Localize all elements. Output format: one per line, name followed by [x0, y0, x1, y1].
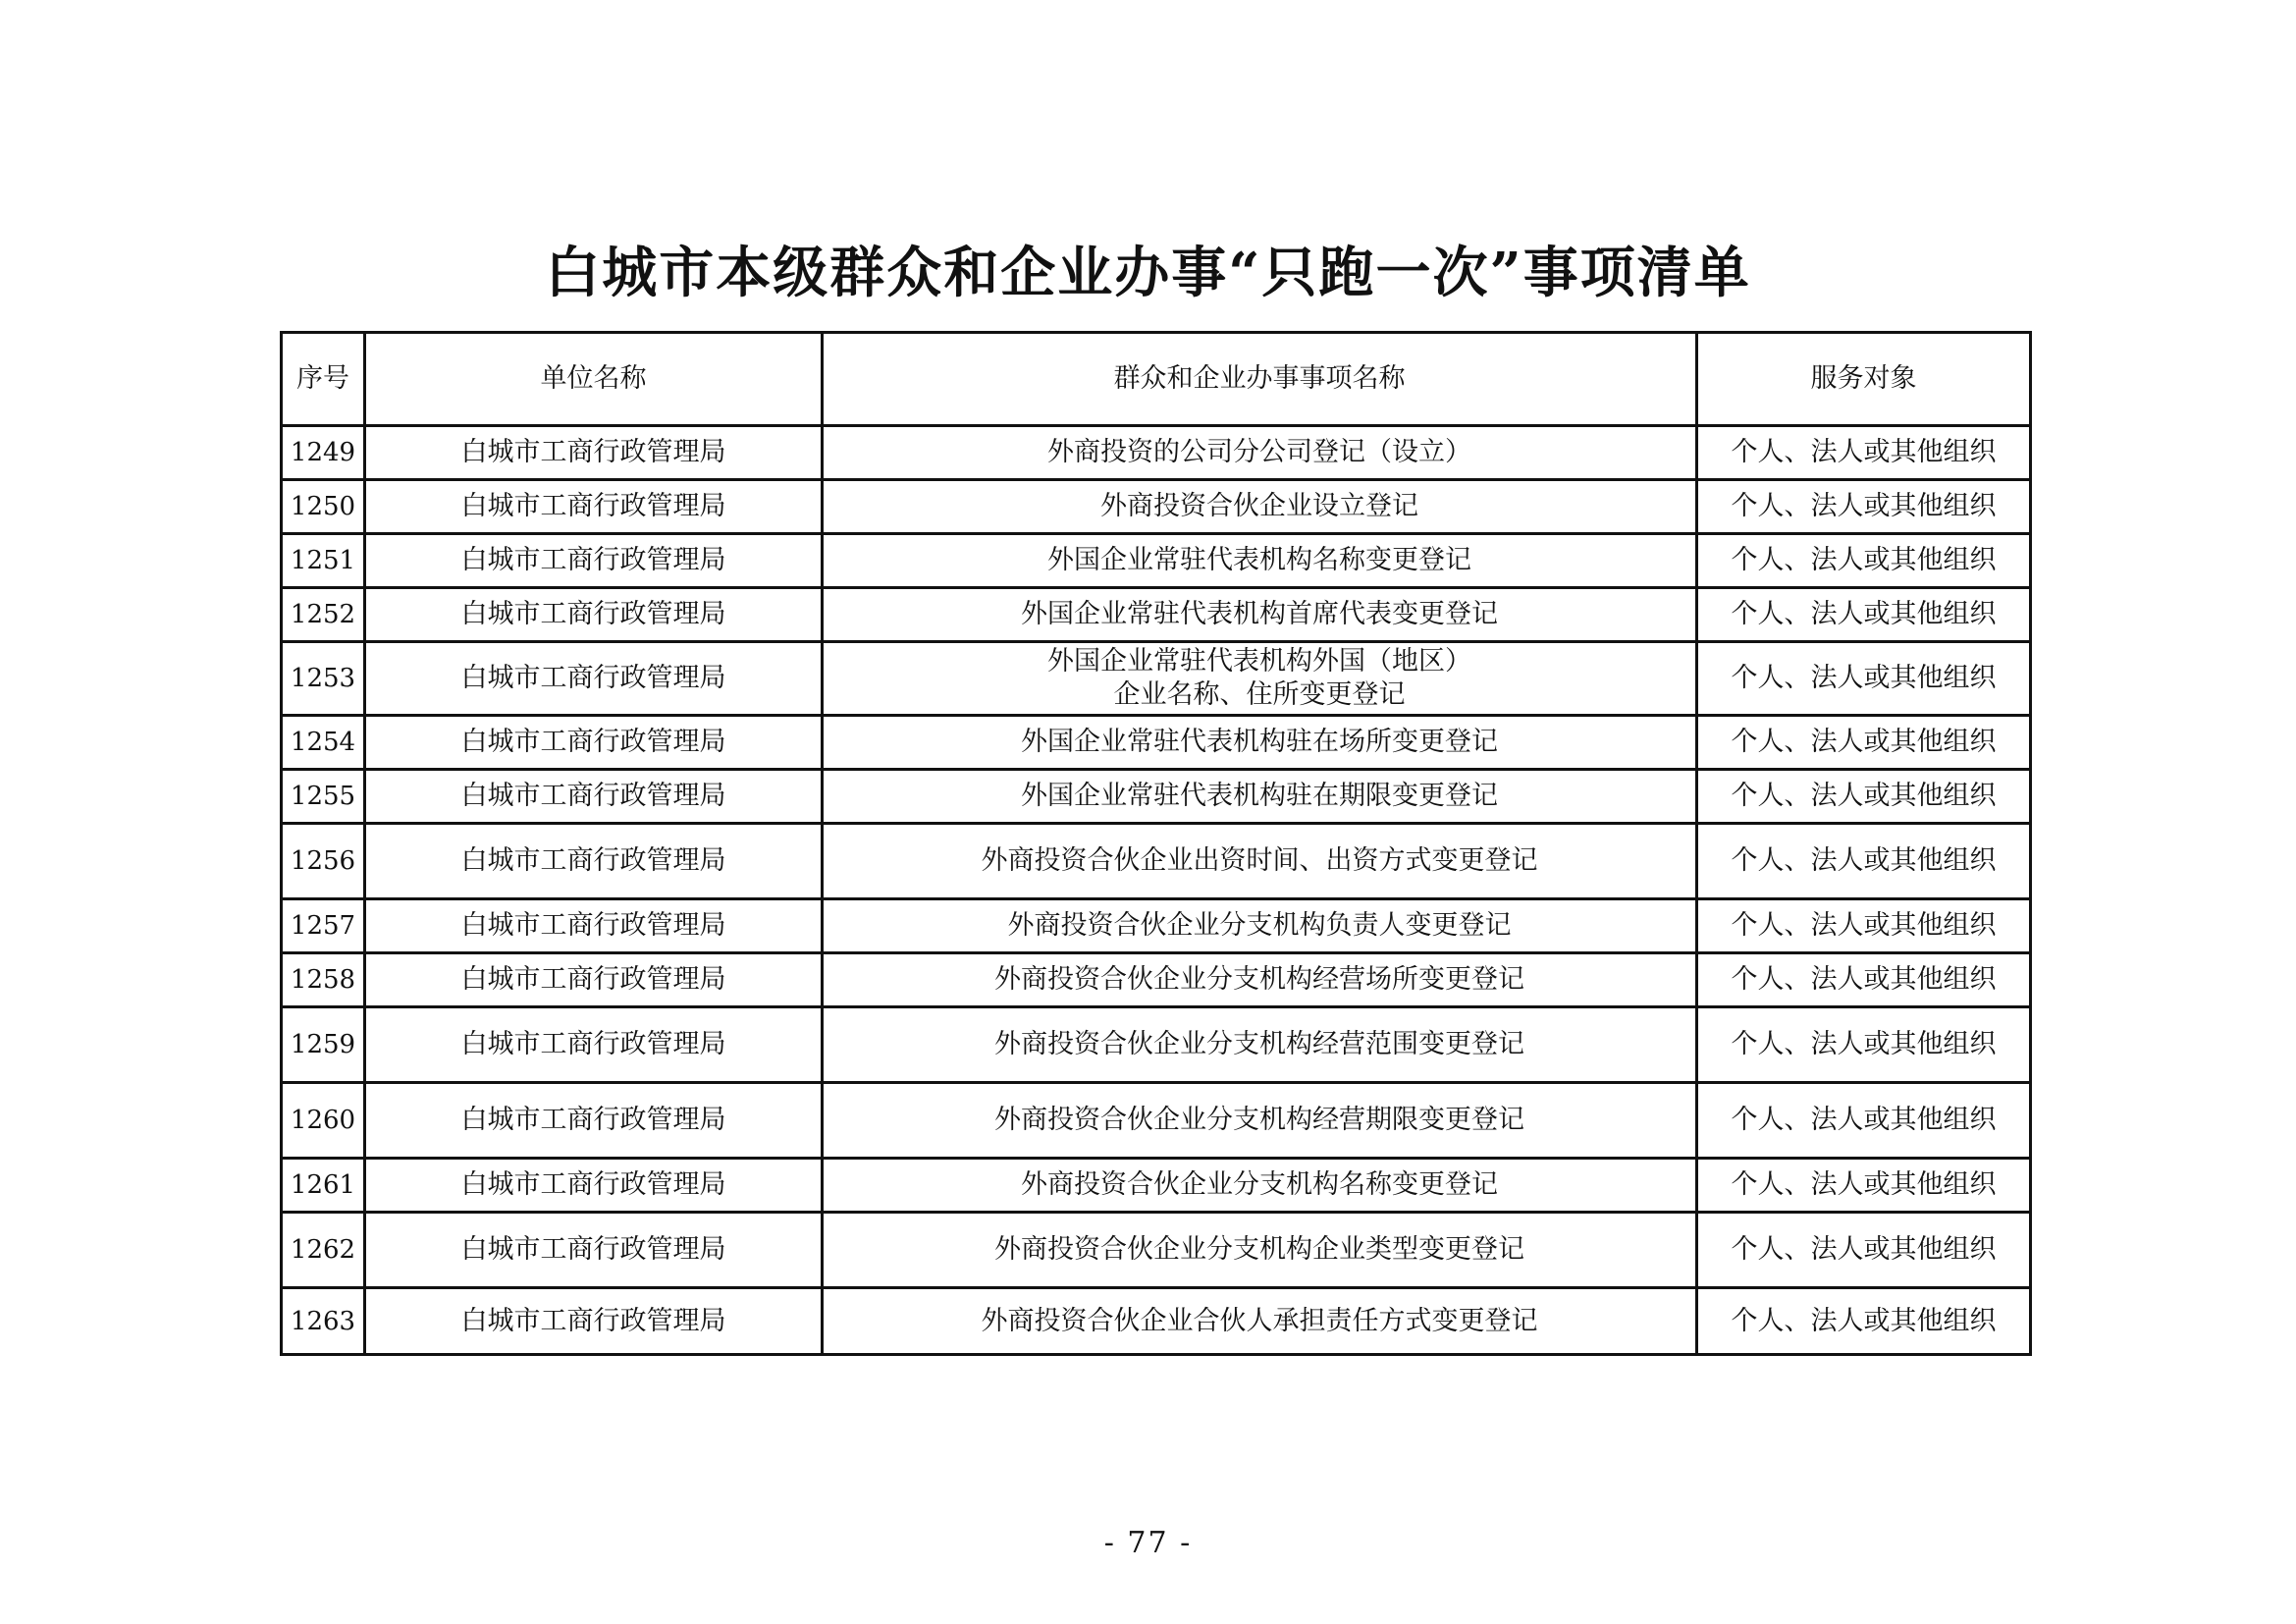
table-row: [282, 588, 2031, 642]
cell-unit: 白城市工商行政管理局: [365, 1213, 823, 1288]
table-row: [282, 426, 2031, 480]
table-row: [282, 1007, 2031, 1083]
cell-target: 个人、法人或其他组织: [1697, 534, 2031, 588]
cell-target: 个人、法人或其他组织: [1697, 1007, 2031, 1083]
header-seq: 序号: [282, 333, 365, 426]
table-row: [282, 642, 2031, 716]
cell-target: 个人、法人或其他组织: [1697, 1213, 2031, 1288]
cell-target: 个人、法人或其他组织: [1697, 953, 2031, 1007]
table-row: [282, 899, 2031, 953]
cell-item: 外商投资合伙企业分支机构负责人变更登记: [823, 899, 1697, 953]
cell-seq: 1253: [282, 642, 365, 716]
cell-item: 外商投资合伙企业出资时间、出资方式变更登记: [823, 824, 1697, 899]
cell-item: 外商投资的公司分公司登记（设立）: [823, 426, 1697, 480]
header-unit: 单位名称: [365, 333, 823, 426]
cell-target: 个人、法人或其他组织: [1697, 716, 2031, 770]
page-number: - 77 -: [1103, 1526, 1193, 1560]
cell-seq: 1263: [282, 1288, 365, 1355]
cell-item: 外商投资合伙企业分支机构经营场所变更登记: [823, 953, 1697, 1007]
cell-seq: 1252: [282, 588, 365, 642]
table-row: [282, 1213, 2031, 1288]
cell-target: 个人、法人或其他组织: [1697, 824, 2031, 899]
cell-item: 外商投资合伙企业分支机构经营范围变更登记: [823, 1007, 1697, 1083]
table-row: [282, 534, 2031, 588]
cell-unit: 白城市工商行政管理局: [365, 1288, 823, 1355]
cell-target: 个人、法人或其他组织: [1697, 899, 2031, 953]
cell-item-line: 外国企业常驻代表机构外国（地区）: [1047, 646, 1471, 677]
cell-item: [823, 642, 1697, 716]
header-item: 群众和企业办事事项名称: [823, 333, 1697, 426]
cell-item: 外商投资合伙企业设立登记: [823, 480, 1697, 534]
cell-unit: 白城市工商行政管理局: [365, 1159, 823, 1213]
cell-unit: 白城市工商行政管理局: [365, 534, 823, 588]
cell-seq: 1262: [282, 1213, 365, 1288]
cell-seq: 1254: [282, 716, 365, 770]
cell-seq: 1255: [282, 770, 365, 824]
cell-target: 个人、法人或其他组织: [1697, 426, 2031, 480]
cell-unit: 白城市工商行政管理局: [365, 824, 823, 899]
page-title: 白城市本级群众和企业办事“只跑一次”事项清单: [545, 241, 1751, 305]
table-row: [282, 824, 2031, 899]
cell-unit: 白城市工商行政管理局: [365, 426, 823, 480]
cell-target: 个人、法人或其他组织: [1697, 480, 2031, 534]
cell-item: 外商投资合伙企业分支机构名称变更登记: [823, 1159, 1697, 1213]
cell-seq: 1257: [282, 899, 365, 953]
cell-seq: 1260: [282, 1083, 365, 1159]
cell-unit: 白城市工商行政管理局: [365, 642, 823, 716]
cell-target: 个人、法人或其他组织: [1697, 770, 2031, 824]
cell-item: 外商投资合伙企业分支机构企业类型变更登记: [823, 1213, 1697, 1288]
cell-item: 外国企业常驻代表机构名称变更登记: [823, 534, 1697, 588]
cell-unit: 白城市工商行政管理局: [365, 953, 823, 1007]
cell-item-line: 企业名称、住所变更登记: [1113, 679, 1406, 710]
cell-item: 外国企业常驻代表机构驻在场所变更登记: [823, 716, 1697, 770]
items-table: [280, 331, 2032, 1356]
table-row: [282, 716, 2031, 770]
cell-target: 个人、法人或其他组织: [1697, 1159, 2031, 1213]
table-row: [282, 770, 2031, 824]
cell-unit: 白城市工商行政管理局: [365, 899, 823, 953]
cell-item: 外商投资合伙企业分支机构经营期限变更登记: [823, 1083, 1697, 1159]
cell-target: 个人、法人或其他组织: [1697, 1083, 2031, 1159]
table-row: [282, 1083, 2031, 1159]
cell-seq: 1251: [282, 534, 365, 588]
table-row: [282, 480, 2031, 534]
cell-unit: 白城市工商行政管理局: [365, 1083, 823, 1159]
table-row: [282, 953, 2031, 1007]
cell-seq: 1258: [282, 953, 365, 1007]
cell-seq: 1250: [282, 480, 365, 534]
cell-seq: 1259: [282, 1007, 365, 1083]
table-row: [282, 1159, 2031, 1213]
cell-item: 外国企业常驻代表机构首席代表变更登记: [823, 588, 1697, 642]
cell-unit: 白城市工商行政管理局: [365, 1007, 823, 1083]
table-row: [282, 1288, 2031, 1355]
cell-seq: 1256: [282, 824, 365, 899]
cell-seq: 1249: [282, 426, 365, 480]
cell-item: 外国企业常驻代表机构驻在期限变更登记: [823, 770, 1697, 824]
cell-unit: 白城市工商行政管理局: [365, 716, 823, 770]
cell-target: 个人、法人或其他组织: [1697, 1288, 2031, 1355]
table-header-row: [282, 333, 2031, 426]
cell-target: 个人、法人或其他组织: [1697, 588, 2031, 642]
cell-unit: 白城市工商行政管理局: [365, 588, 823, 642]
cell-unit: 白城市工商行政管理局: [365, 770, 823, 824]
cell-target: 个人、法人或其他组织: [1697, 642, 2031, 716]
cell-unit: 白城市工商行政管理局: [365, 480, 823, 534]
cell-seq: 1261: [282, 1159, 365, 1213]
cell-item: 外商投资合伙企业合伙人承担责任方式变更登记: [823, 1288, 1697, 1355]
header-target: 服务对象: [1697, 333, 2031, 426]
